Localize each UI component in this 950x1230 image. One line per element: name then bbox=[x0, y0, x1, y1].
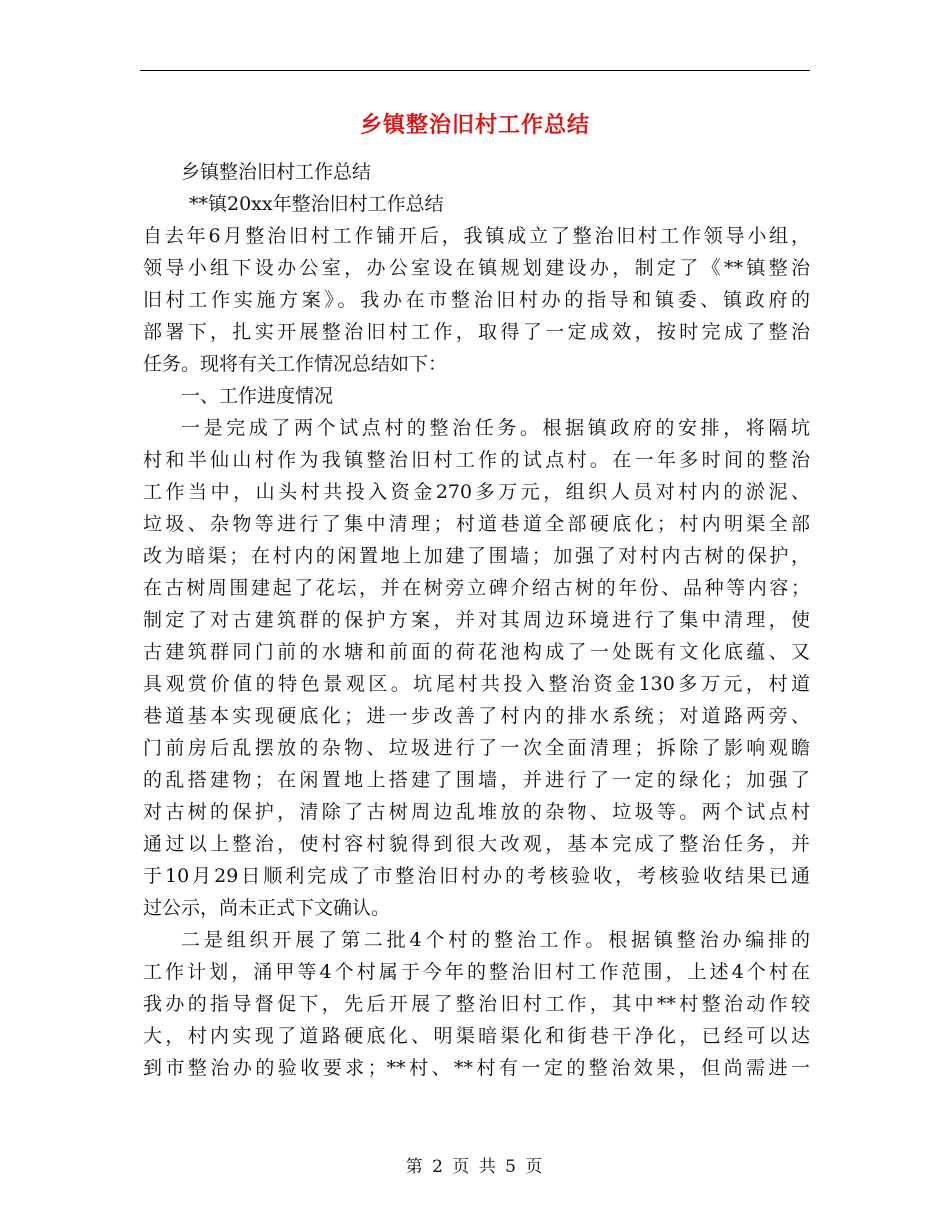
text-line: 到市整治办的验收要求；**村、**村有一定的整治效果，但尚需进一 bbox=[143, 1057, 810, 1079]
text-line: **镇20xx年整治旧村工作总结 bbox=[189, 193, 444, 215]
text-line: 乡镇整治旧村工作总结 bbox=[181, 161, 372, 183]
text-line: 巷道基本实现硬底化；进一步改善了村内的排水系统；对道路两旁、 bbox=[143, 705, 810, 727]
text-line: 通过以上整治，使村容村貌得到很大改观，基本完成了整治任务，并 bbox=[143, 833, 810, 855]
text-line: 大，村内实现了道路硬底化、明渠暗渠化和街巷干净化，已经可以达 bbox=[143, 1025, 810, 1047]
text-line: 垃圾、杂物等进行了集中清理；村道巷道全部硬底化；村内明渠全部 bbox=[143, 513, 810, 535]
document-title: 乡镇整治旧村工作总结 bbox=[359, 112, 590, 138]
header-rule bbox=[140, 70, 810, 71]
text-line: 古建筑群同门前的水塘和前面的荷花池构成了一处既有文化底蕴、又 bbox=[143, 641, 810, 663]
document-body bbox=[143, 156, 810, 1084]
text-line: 具观赏价值的特色景观区。坑尾村共投入整治资金130多万元，村道 bbox=[143, 673, 810, 695]
page-number: 第 2 页 共 5 页 bbox=[405, 1157, 545, 1177]
text-line: 一是完成了两个试点村的整治任务。根据镇政府的安排，将隔坑 bbox=[181, 417, 810, 439]
text-line: 于10月29日顺利完成了市整治旧村办的考核验收，考核验收结果已通 bbox=[143, 865, 810, 887]
text-line: 门前房后乱摆放的杂物、垃圾进行了一次全面清理；拆除了影响观瞻 bbox=[143, 737, 810, 759]
text-line: 任务。现将有关工作情况总结如下： bbox=[143, 353, 448, 375]
text-line: 我办的指导督促下，先后开展了整治旧村工作，其中**村整治动作较 bbox=[143, 993, 810, 1015]
text-line: 在古树周围建起了花坛，并在树旁立碑介绍古树的年份、品种等内容； bbox=[143, 577, 810, 599]
text-line: 工作计划，涌甲等4个村属于今年的整治旧村工作范围，上述4个村在 bbox=[143, 961, 810, 983]
text-line: 制定了对古建筑群的保护方案，并对其周边环境进行了集中清理，使 bbox=[143, 609, 810, 631]
text-line: 工作当中，山头村共投入资金270多万元，组织人员对村内的淤泥、 bbox=[143, 481, 810, 503]
text-line: 改为暗渠；在村内的闲置地上加建了围墙；加强了对村内古树的保护， bbox=[143, 545, 810, 567]
text-line: 领导小组下设办公室，办公室设在镇规划建设办，制定了《**镇整治 bbox=[143, 257, 810, 279]
text-line: 对古树的保护，清除了古树周边乱堆放的杂物、垃圾等。两个试点村 bbox=[143, 801, 810, 823]
text-line: 村和半仙山村作为我镇整治旧村工作的试点村。在一年多时间的整治 bbox=[143, 449, 810, 471]
text-line: 自去年6月整治旧村工作铺开后，我镇成立了整治旧村工作领导小组， bbox=[143, 225, 810, 247]
text-line: 的乱搭建物；在闲置地上搭建了围墙，并进行了一定的绿化；加强了 bbox=[143, 769, 810, 791]
text-line: 旧村工作实施方案》。我办在市整治旧村办的指导和镇委、镇政府的 bbox=[143, 289, 810, 311]
text-line: 二是组织开展了第二批4个村的整治工作。根据镇整治办编排的 bbox=[181, 929, 810, 951]
text-line: 部署下，扎实开展整治旧村工作，取得了一定成效，按时完成了整治 bbox=[143, 321, 810, 343]
text-line: 过公示，尚未正式下文确认。 bbox=[143, 897, 391, 919]
text-line: 一、工作进度情况 bbox=[181, 385, 334, 407]
